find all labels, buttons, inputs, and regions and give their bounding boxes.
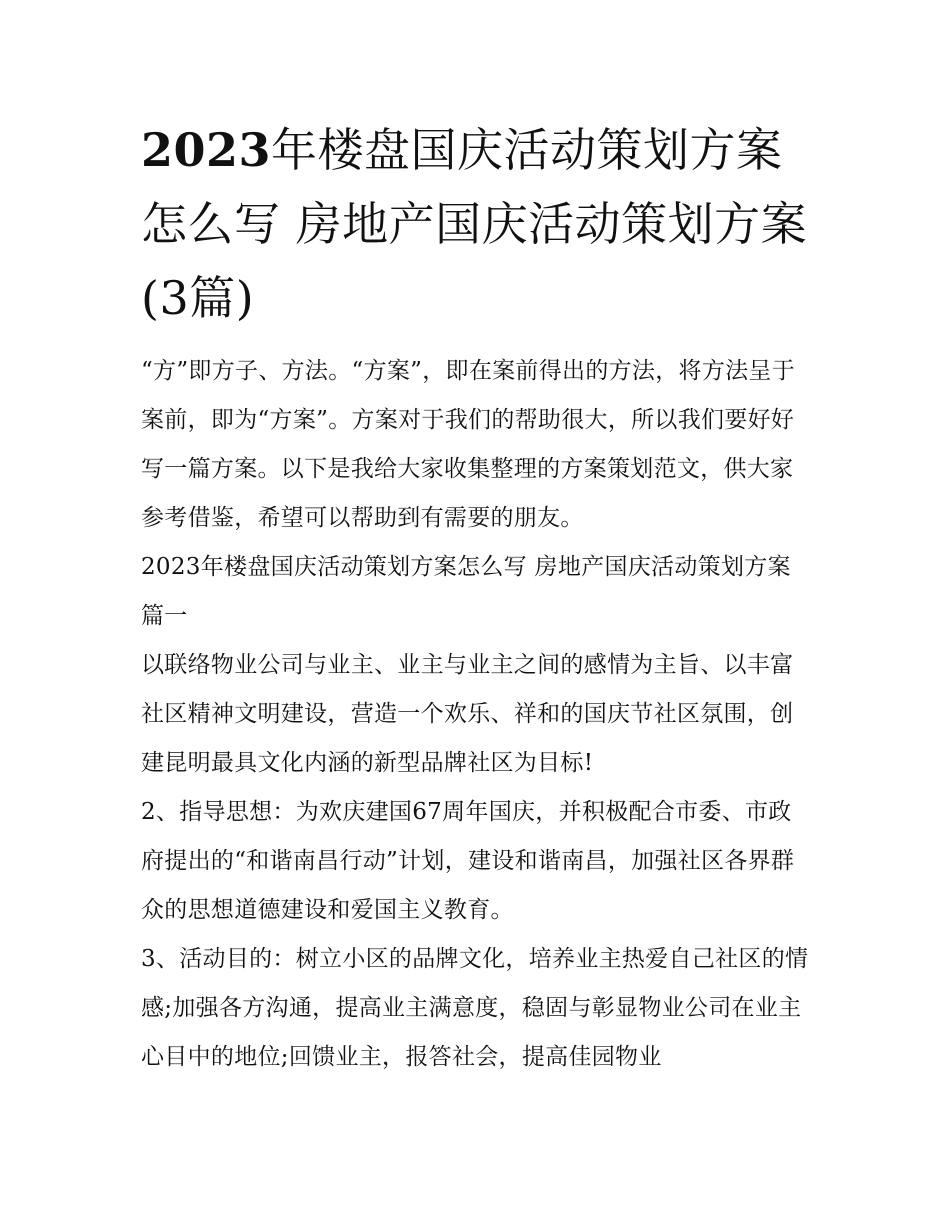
document-page xyxy=(141,113,811,1082)
guiding-thought-paragraph: 2、指导思想：为欢庆建国67周年国庆，并积极配合市委、市政府提出的“和谐南昌行动”计划，建设和谐南昌，加强社区各界群众的思想道德建设和爱国主义教育。 xyxy=(141,799,795,923)
section-heading: 2023年楼盘国庆活动策划方案怎么写 房地产国庆活动策划方案篇一 xyxy=(141,554,791,629)
activity-goal-paragraph: 3、活动目的：树立小区的品牌文化，培养业主热爱自己社区的情感;加强各方沟通，提高业主满意度，稳固与彰显物业公司在业主心目中的地位;回馈业主，报答社会，提高佳园物业 xyxy=(141,946,809,1070)
document-body xyxy=(141,347,811,1082)
document-title: 2023年楼盘国庆活动策划方案怎么写 房地产国庆活动策划方案(3篇) xyxy=(141,123,808,325)
intro-paragraph: “方”即方子、方法。“方案”，即在案前得出的方法，将方法呈于案前，即为“方案”。方案对于我们的帮助很大，所以我们要好好写一篇方案。以下是我给大家收集整理的方案策划范文，供大家参考借鉴，希望可以帮助到有需要的朋友。 xyxy=(141,358,796,531)
purpose-paragraph: 以联络物业公司与业主、业主与业主之间的感情为主旨、以丰富社区精神文明建设，营造一个欢乐、祥和的国庆节社区氛围，创建昆明最具文化内涵的新型品牌社区为目标! xyxy=(141,652,794,776)
